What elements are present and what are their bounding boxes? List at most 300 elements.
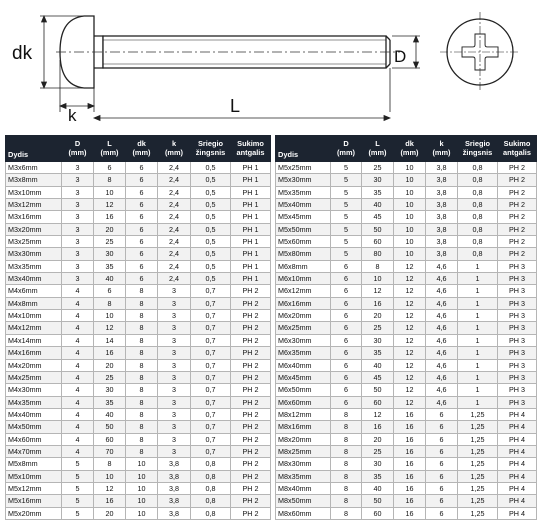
cell-l: 20	[94, 223, 126, 235]
cell-pitch: 1	[458, 297, 498, 309]
cell-drive: PH 2	[231, 334, 271, 346]
cell-k: 6	[426, 421, 458, 433]
cell-dk: 10	[394, 174, 426, 186]
cell-drive: PH 3	[498, 359, 537, 371]
table-row	[6, 186, 271, 198]
cell-size: M4x16mm	[6, 347, 62, 359]
cell-drive: PH 1	[231, 223, 271, 235]
cell-d: 8	[331, 433, 362, 445]
cell-d: 5	[331, 199, 362, 211]
cell-size: M8x25mm	[276, 445, 331, 457]
cell-drive: PH 2	[231, 384, 271, 396]
table-row	[276, 371, 537, 383]
table-row	[6, 507, 271, 519]
cell-drive: PH 3	[498, 396, 537, 408]
cell-l: 40	[362, 482, 394, 494]
cell-d: 6	[331, 359, 362, 371]
cell-drive: PH 2	[231, 359, 271, 371]
cell-l: 60	[362, 396, 394, 408]
cell-pitch: 1	[458, 359, 498, 371]
cell-d: 6	[331, 310, 362, 322]
table-row	[276, 433, 537, 445]
cell-k: 6	[426, 458, 458, 470]
cell-drive: PH 4	[498, 445, 537, 457]
table-row	[6, 458, 271, 470]
cell-dk: 6	[126, 174, 158, 186]
cell-dk: 16	[394, 495, 426, 507]
cell-drive: PH 1	[231, 186, 271, 198]
cell-drive: PH 2	[231, 310, 271, 322]
header-size: Dydis	[6, 136, 62, 162]
cell-size: M3x35mm	[6, 260, 62, 272]
table-row	[276, 260, 537, 272]
cell-dk: 12	[394, 322, 426, 334]
cell-pitch: 0,5	[191, 236, 231, 248]
cell-dk: 6	[126, 223, 158, 235]
cell-drive: PH 2	[231, 421, 271, 433]
table-row	[6, 359, 271, 371]
cell-size: M5x80mm	[276, 248, 331, 260]
cell-pitch: 0,7	[191, 421, 231, 433]
cell-k: 3	[158, 396, 191, 408]
cell-size: M5x25mm	[276, 162, 331, 174]
cell-dk: 8	[126, 322, 158, 334]
cell-d: 5	[331, 211, 362, 223]
cell-k: 3,8	[426, 236, 458, 248]
cell-drive: PH 4	[498, 458, 537, 470]
cell-pitch: 0,5	[191, 273, 231, 285]
header-l: L (mm)	[362, 136, 394, 162]
cell-drive: PH 4	[498, 482, 537, 494]
cell-pitch: 1,25	[458, 482, 498, 494]
cell-drive: PH 2	[498, 223, 537, 235]
cell-size: M3x25mm	[6, 236, 62, 248]
table-header-row	[276, 136, 537, 162]
cell-l: 35	[94, 396, 126, 408]
cell-d: 8	[331, 421, 362, 433]
cell-dk: 12	[394, 396, 426, 408]
cell-l: 8	[94, 174, 126, 186]
cell-dk: 10	[394, 211, 426, 223]
cell-d: 5	[331, 186, 362, 198]
table-row	[6, 236, 271, 248]
cell-drive: PH 2	[231, 322, 271, 334]
cell-dk: 8	[126, 445, 158, 457]
table-row	[6, 347, 271, 359]
cell-pitch: 1	[458, 322, 498, 334]
cell-drive: PH 1	[231, 273, 271, 285]
cell-d: 8	[331, 482, 362, 494]
cell-dk: 8	[126, 384, 158, 396]
cell-size: M6x60mm	[276, 396, 331, 408]
cell-dk: 8	[126, 371, 158, 383]
cell-dk: 8	[126, 347, 158, 359]
cell-size: M6x12mm	[276, 285, 331, 297]
cell-l: 30	[94, 384, 126, 396]
cell-drive: PH 1	[231, 199, 271, 211]
cell-dk: 16	[394, 433, 426, 445]
screw-technical-drawing	[0, 0, 540, 132]
table-row	[6, 285, 271, 297]
cell-size: M3x6mm	[6, 162, 62, 174]
cell-size: M8x40mm	[276, 482, 331, 494]
cell-pitch: 0,5	[191, 174, 231, 186]
cell-pitch: 0,8	[191, 470, 231, 482]
table-row	[6, 334, 271, 346]
cell-pitch: 0,7	[191, 285, 231, 297]
cell-pitch: 0,5	[191, 199, 231, 211]
table-row	[6, 174, 271, 186]
cell-l: 8	[94, 297, 126, 309]
cell-pitch: 1	[458, 285, 498, 297]
cell-k: 2,4	[158, 260, 191, 272]
cell-l: 45	[362, 211, 394, 223]
cell-pitch: 0,8	[458, 174, 498, 186]
cell-k: 3,8	[158, 458, 191, 470]
cell-size: M3x8mm	[6, 174, 62, 186]
cell-pitch: 0,7	[191, 359, 231, 371]
cell-size: M5x30mm	[276, 174, 331, 186]
cell-k: 6	[426, 495, 458, 507]
cell-l: 20	[362, 433, 394, 445]
cell-k: 2,4	[158, 186, 191, 198]
cell-l: 80	[362, 248, 394, 260]
cell-k: 6	[426, 408, 458, 420]
cell-k: 3	[158, 408, 191, 420]
cell-size: M5x8mm	[6, 458, 62, 470]
cell-dk: 10	[126, 482, 158, 494]
table-row	[6, 470, 271, 482]
cell-l: 14	[94, 334, 126, 346]
cell-d: 5	[331, 174, 362, 186]
cell-d: 8	[331, 495, 362, 507]
cell-k: 4,6	[426, 310, 458, 322]
cell-drive: PH 2	[498, 199, 537, 211]
table-row	[276, 273, 537, 285]
cell-drive: PH 3	[498, 285, 537, 297]
table-row	[6, 495, 271, 507]
cell-pitch: 0,7	[191, 322, 231, 334]
cell-l: 25	[94, 371, 126, 383]
cell-l: 60	[362, 507, 394, 519]
cell-drive: PH 2	[231, 347, 271, 359]
cell-dk: 6	[126, 211, 158, 223]
cell-size: M4x30mm	[6, 384, 62, 396]
cell-k: 3,8	[426, 174, 458, 186]
cell-dk: 16	[394, 470, 426, 482]
cell-dk: 10	[126, 495, 158, 507]
cell-k: 4,6	[426, 359, 458, 371]
cell-k: 3,8	[426, 211, 458, 223]
cell-k: 3	[158, 322, 191, 334]
cell-dk: 10	[126, 470, 158, 482]
cell-l: 25	[362, 162, 394, 174]
cell-k: 2,4	[158, 162, 191, 174]
cell-k: 6	[426, 433, 458, 445]
cell-drive: PH 2	[498, 236, 537, 248]
cell-d: 4	[62, 310, 94, 322]
cell-size: M4x70mm	[6, 445, 62, 457]
cell-k: 2,4	[158, 211, 191, 223]
cell-dk: 12	[394, 359, 426, 371]
cell-l: 30	[362, 458, 394, 470]
table-row	[276, 470, 537, 482]
cell-dk: 12	[394, 285, 426, 297]
cell-k: 3,8	[426, 162, 458, 174]
cell-d: 4	[62, 334, 94, 346]
cell-size: M8x16mm	[276, 421, 331, 433]
table-row	[6, 433, 271, 445]
cell-d: 3	[62, 186, 94, 198]
cell-pitch: 0,8	[458, 223, 498, 235]
cell-pitch: 1	[458, 371, 498, 383]
cell-drive: PH 2	[231, 297, 271, 309]
cell-pitch: 0,5	[191, 223, 231, 235]
cell-d: 5	[331, 236, 362, 248]
cell-d: 4	[62, 285, 94, 297]
table-row	[276, 384, 537, 396]
cell-l: 60	[94, 433, 126, 445]
cell-d: 6	[331, 260, 362, 272]
cell-d: 8	[331, 458, 362, 470]
cell-dk: 16	[394, 482, 426, 494]
cell-pitch: 1,25	[458, 445, 498, 457]
cell-size: M4x25mm	[6, 371, 62, 383]
cell-pitch: 0,7	[191, 297, 231, 309]
cell-l: 50	[362, 223, 394, 235]
table-row	[276, 408, 537, 420]
table-row	[276, 174, 537, 186]
cell-l: 50	[362, 384, 394, 396]
cell-size: M6x25mm	[276, 322, 331, 334]
cell-drive: PH 2	[231, 433, 271, 445]
cell-l: 35	[94, 260, 126, 272]
cell-k: 4,6	[426, 347, 458, 359]
cell-drive: PH 4	[498, 433, 537, 445]
table-row	[6, 384, 271, 396]
cell-k: 4,6	[426, 322, 458, 334]
cell-pitch: 0,8	[191, 495, 231, 507]
cell-pitch: 0,7	[191, 347, 231, 359]
cell-pitch: 0,7	[191, 445, 231, 457]
cell-d: 8	[331, 408, 362, 420]
header-dk: dk (mm)	[394, 136, 426, 162]
cell-pitch: 0,5	[191, 248, 231, 260]
cell-pitch: 1,25	[458, 408, 498, 420]
cell-pitch: 0,8	[458, 248, 498, 260]
cell-drive: PH 4	[498, 507, 537, 519]
cell-pitch: 0,8	[458, 162, 498, 174]
table-row	[276, 236, 537, 248]
cell-l: 25	[362, 322, 394, 334]
cell-size: M4x6mm	[6, 285, 62, 297]
cell-drive: PH 2	[498, 211, 537, 223]
cell-size: M6x40mm	[276, 359, 331, 371]
cell-pitch: 0,7	[191, 384, 231, 396]
cell-drive: PH 1	[231, 162, 271, 174]
cell-k: 3	[158, 384, 191, 396]
cell-size: M6x10mm	[276, 273, 331, 285]
cell-pitch: 0,5	[191, 260, 231, 272]
table-row	[276, 421, 537, 433]
cell-d: 4	[62, 371, 94, 383]
cell-pitch: 1,25	[458, 458, 498, 470]
cell-dk: 12	[394, 384, 426, 396]
cell-d: 6	[331, 371, 362, 383]
cell-drive: PH 2	[498, 174, 537, 186]
cell-k: 3	[158, 285, 191, 297]
cell-l: 10	[94, 186, 126, 198]
cell-drive: PH 1	[231, 236, 271, 248]
cell-size: M4x14mm	[6, 334, 62, 346]
cell-dk: 8	[126, 359, 158, 371]
cell-size: M5x40mm	[276, 199, 331, 211]
cell-d: 6	[331, 322, 362, 334]
cell-dk: 6	[126, 199, 158, 211]
table-row	[276, 223, 537, 235]
cell-size: M5x10mm	[6, 470, 62, 482]
cell-l: 25	[362, 445, 394, 457]
cell-drive: PH 2	[498, 248, 537, 260]
cell-dk: 12	[394, 334, 426, 346]
cell-d: 4	[62, 359, 94, 371]
cell-size: M4x40mm	[6, 408, 62, 420]
header-dk: dk (mm)	[126, 136, 158, 162]
cell-k: 4,6	[426, 396, 458, 408]
cell-k: 6	[426, 482, 458, 494]
cell-l: 25	[94, 236, 126, 248]
cell-drive: PH 1	[231, 260, 271, 272]
cell-d: 6	[331, 334, 362, 346]
cell-drive: PH 1	[231, 211, 271, 223]
cell-d: 3	[62, 260, 94, 272]
cell-dk: 12	[394, 371, 426, 383]
table-row	[276, 199, 537, 211]
cell-l: 30	[362, 174, 394, 186]
cell-d: 3	[62, 199, 94, 211]
cell-l: 16	[94, 347, 126, 359]
cell-l: 12	[94, 199, 126, 211]
cell-size: M8x30mm	[276, 458, 331, 470]
table-row	[6, 223, 271, 235]
cell-k: 3	[158, 347, 191, 359]
table-row	[276, 347, 537, 359]
cell-dk: 8	[126, 334, 158, 346]
cell-k: 3	[158, 371, 191, 383]
cell-l: 10	[362, 273, 394, 285]
cell-pitch: 1,25	[458, 495, 498, 507]
cell-size: M4x12mm	[6, 322, 62, 334]
header-d: D (mm)	[331, 136, 362, 162]
cell-d: 5	[331, 248, 362, 260]
cell-d: 4	[62, 297, 94, 309]
cell-l: 35	[362, 186, 394, 198]
cell-k: 4,6	[426, 384, 458, 396]
header-pitch: Sriegio žingsnis	[191, 136, 231, 162]
cell-l: 6	[94, 285, 126, 297]
cell-dk: 8	[126, 396, 158, 408]
cell-l: 20	[362, 310, 394, 322]
cell-dk: 6	[126, 260, 158, 272]
cell-size: M6x35mm	[276, 347, 331, 359]
cell-k: 3,8	[426, 248, 458, 260]
cell-drive: PH 4	[498, 421, 537, 433]
table-row	[6, 322, 271, 334]
cell-dk: 16	[394, 421, 426, 433]
cell-size: M3x12mm	[6, 199, 62, 211]
cell-size: M6x30mm	[276, 334, 331, 346]
cell-d: 6	[331, 347, 362, 359]
cell-d: 8	[331, 445, 362, 457]
cell-pitch: 0,8	[458, 236, 498, 248]
cell-l: 45	[362, 371, 394, 383]
cell-d: 5	[62, 458, 94, 470]
cell-size: M5x12mm	[6, 482, 62, 494]
cell-k: 3,8	[158, 495, 191, 507]
cell-dk: 10	[126, 507, 158, 519]
cell-dk: 6	[126, 248, 158, 260]
table-row	[276, 248, 537, 260]
cell-pitch: 1,25	[458, 421, 498, 433]
cell-d: 6	[331, 285, 362, 297]
cell-dk: 16	[394, 445, 426, 457]
table-header-row	[6, 136, 271, 162]
cell-pitch: 1	[458, 260, 498, 272]
cell-dk: 6	[126, 162, 158, 174]
cell-pitch: 1	[458, 273, 498, 285]
cell-d: 5	[62, 507, 94, 519]
cell-dk: 10	[394, 223, 426, 235]
cell-l: 40	[94, 273, 126, 285]
header-drive: Sukimo antgalis	[231, 136, 271, 162]
cell-drive: PH 4	[498, 470, 537, 482]
cell-k: 2,4	[158, 236, 191, 248]
table-row	[6, 297, 271, 309]
cell-drive: PH 1	[231, 174, 271, 186]
cell-k: 3	[158, 359, 191, 371]
cell-dk: 16	[394, 458, 426, 470]
cell-k: 2,4	[158, 273, 191, 285]
cell-k: 3,8	[158, 482, 191, 494]
cell-k: 3	[158, 310, 191, 322]
cell-drive: PH 2	[231, 470, 271, 482]
table-row	[276, 211, 537, 223]
cell-dk: 6	[126, 273, 158, 285]
cell-l: 30	[94, 248, 126, 260]
cell-k: 2,4	[158, 248, 191, 260]
cell-pitch: 1	[458, 396, 498, 408]
cell-size: M4x35mm	[6, 396, 62, 408]
cell-l: 35	[362, 470, 394, 482]
cell-l: 10	[94, 310, 126, 322]
table-row	[276, 285, 537, 297]
cell-size: M6x20mm	[276, 310, 331, 322]
cell-drive: PH 1	[231, 248, 271, 260]
header-size: Dydis	[276, 136, 331, 162]
cell-size: M3x20mm	[6, 223, 62, 235]
cell-drive: PH 4	[498, 408, 537, 420]
cell-drive: PH 2	[231, 396, 271, 408]
table-row	[276, 334, 537, 346]
cell-drive: PH 2	[231, 482, 271, 494]
cell-d: 3	[62, 211, 94, 223]
cell-drive: PH 2	[231, 445, 271, 457]
cell-d: 5	[331, 223, 362, 235]
cell-drive: PH 3	[498, 322, 537, 334]
cell-d: 4	[62, 384, 94, 396]
cell-k: 3	[158, 433, 191, 445]
cell-size: M4x20mm	[6, 359, 62, 371]
